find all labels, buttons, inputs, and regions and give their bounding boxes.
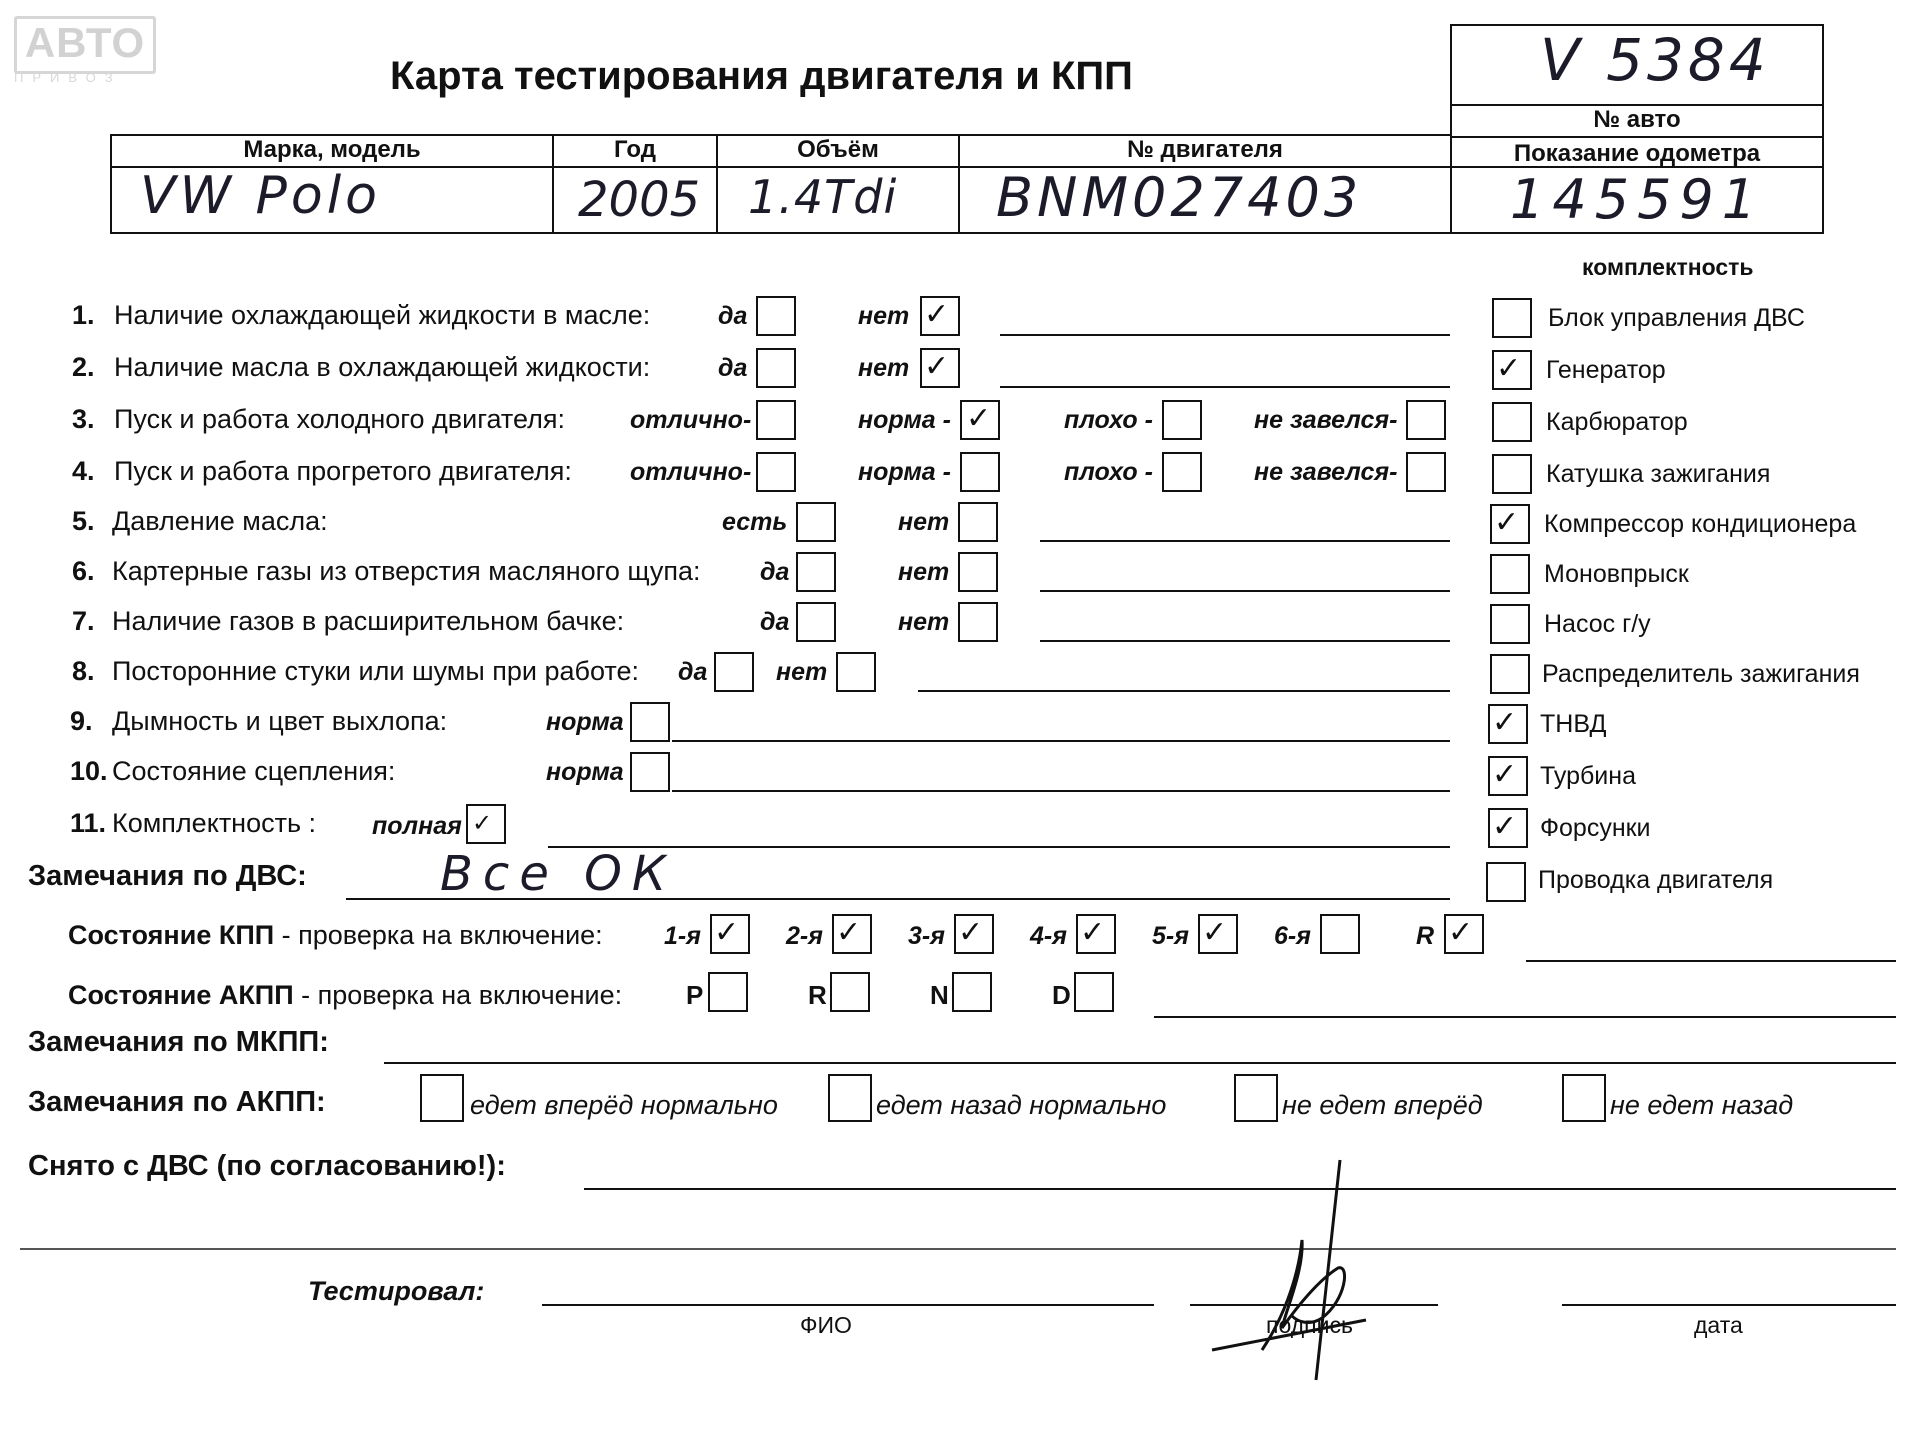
q6-yes-checkbox[interactable] (796, 552, 836, 592)
date-line (1562, 1304, 1896, 1306)
q3-text: Пуск и работа холодного двигателя: (114, 404, 565, 434)
q1-opt-no: нет (858, 302, 910, 330)
akpp-note-line (1154, 1016, 1896, 1018)
akpp-backward-ok-checkbox[interactable] (828, 1074, 872, 1122)
q5-yes-checkbox[interactable] (796, 502, 836, 542)
q9-normal-checkbox[interactable] (630, 702, 670, 742)
akpp-p-checkbox[interactable] (708, 972, 748, 1012)
kompl-title: комплектность (1582, 254, 1754, 280)
kpp-gear-4-label: 4-я (1030, 922, 1067, 950)
q2-note-line (1000, 386, 1450, 388)
tested-label: Тестировал: (308, 1276, 485, 1306)
signature-scribble (1190, 1150, 1400, 1390)
kompl-monoinjection-label: Моновпрыск (1544, 560, 1689, 588)
removed-line-2 (20, 1248, 1896, 1250)
q2-opt-yes: да (718, 354, 748, 382)
kompl-ecu-label: Блок управления ДВС (1548, 304, 1805, 332)
kompl-generator-label: Генератор (1546, 356, 1666, 384)
engine-label: № двигателя (1127, 136, 1283, 163)
signature-caption: подпись (1266, 1312, 1353, 1338)
odometer-value: 145591 (1510, 168, 1765, 231)
q11-note-line (548, 846, 1450, 848)
volume-label: Объём (797, 136, 879, 163)
akpp-no-backward-checkbox[interactable] (1562, 1074, 1606, 1122)
kompl-coil-label: Катушка зажигания (1546, 460, 1771, 488)
kompl-carburetor-label: Карбюратор (1546, 408, 1688, 436)
q1-no-check: ✓ (924, 297, 950, 332)
q6-no-checkbox[interactable] (958, 552, 998, 592)
q6-text: Картерные газы из отверстия масляного щупа: (112, 556, 701, 586)
q6-opt-yes: да (760, 558, 790, 586)
kpp-label-rest: - проверка на включение: (274, 920, 603, 950)
q3-opt-normal: норма - (858, 406, 951, 434)
q8-note-line (918, 690, 1450, 692)
q2-opt-no: нет (858, 354, 910, 382)
remarks-akpp-label: Замечания по АКПП: (28, 1086, 326, 1118)
kompl-ps-pump-checkbox[interactable] (1490, 604, 1530, 644)
kpp-gear-1-label: 1-я (664, 922, 701, 950)
remarks-mkpp-line (384, 1062, 1896, 1064)
q11-num: 11. (70, 808, 107, 838)
fio-caption: ФИО (800, 1312, 852, 1338)
q7-num: 7. (72, 606, 95, 636)
kompl-turbo-check: ✓ (1492, 757, 1518, 792)
q4-opt-nostart: не завелся- (1254, 458, 1398, 486)
q1-text: Наличие охлаждающей жидкости в масле: (114, 300, 651, 330)
akpp-r-label: R (808, 980, 827, 1010)
q8-no-checkbox[interactable] (836, 652, 876, 692)
q5-opt-no: нет (898, 508, 950, 536)
q11-opt-full: полная (372, 812, 462, 840)
q7-yes-checkbox[interactable] (796, 602, 836, 642)
q7-opt-no: нет (898, 608, 950, 636)
q2-no-check: ✓ (924, 349, 950, 384)
kompl-turbo-label: Турбина (1540, 762, 1636, 790)
kpp-gear-r-check: ✓ (1448, 915, 1474, 950)
akpp-no-forward-checkbox[interactable] (1234, 1074, 1278, 1122)
akpp-label-rest: - проверка на включение: (293, 980, 623, 1010)
q10-opt-normal: норма (546, 758, 624, 786)
q4-num: 4. (72, 456, 95, 486)
q3-bad-checkbox[interactable] (1162, 400, 1202, 440)
car-number-label: № авто (1593, 106, 1681, 133)
q5-note-line (1040, 540, 1450, 542)
removed-label (28, 1150, 506, 1183)
kompl-coil-checkbox[interactable] (1492, 454, 1532, 494)
kompl-ac-compressor-check: ✓ (1494, 505, 1520, 540)
q3-excellent-checkbox[interactable] (756, 400, 796, 440)
q6-note-line (1040, 590, 1450, 592)
akpp-label (68, 980, 622, 1011)
q10-note-line (672, 790, 1450, 792)
q4-opt-normal: норма - (858, 458, 951, 486)
kpp-gear-6-label: 6-я (1274, 922, 1311, 950)
removed-label-text: Снято с ДВС (по согласованию!): (28, 1150, 506, 1182)
kompl-distributor-checkbox[interactable] (1490, 654, 1530, 694)
kompl-wiring-checkbox[interactable] (1486, 862, 1526, 902)
q6-opt-no: нет (898, 558, 950, 586)
akpp-d-label: D (1052, 980, 1071, 1010)
kompl-monoinjection-checkbox[interactable] (1490, 554, 1530, 594)
q1-yes-checkbox[interactable] (756, 296, 796, 336)
q11-full-check: ✓ (472, 809, 493, 837)
kompl-injection-pump-label: ТНВД (1540, 710, 1607, 738)
kpp-gear-5-check: ✓ (1202, 915, 1228, 950)
kpp-gear-4-check: ✓ (1080, 915, 1106, 950)
akpp-no-backward-label: не едет назад (1610, 1090, 1794, 1120)
q7-opt-yes: да (760, 608, 790, 636)
kpp-label (68, 920, 603, 951)
q2-yes-checkbox[interactable] (756, 348, 796, 388)
q5-num: 5. (72, 506, 95, 536)
kompl-distributor-label: Распределитель зажигания (1542, 660, 1860, 688)
kompl-injectors-check: ✓ (1492, 809, 1518, 844)
engine-value: BNM027403 (996, 166, 1363, 229)
q11-text: Комплектность : (112, 808, 317, 838)
kompl-generator-check: ✓ (1496, 351, 1522, 386)
q3-nostart-checkbox[interactable] (1406, 400, 1446, 440)
akpp-label-bold: Состояние АКПП (68, 980, 294, 1010)
kpp-note-line (1526, 960, 1896, 962)
kpp-gear-5-label: 5-я (1152, 922, 1189, 950)
kpp-gear-2-label: 2-я (786, 922, 823, 950)
q4-excellent-checkbox[interactable] (756, 452, 796, 492)
akpp-forward-ok-checkbox[interactable] (420, 1074, 464, 1122)
q3-opt-bad: плохо - (1064, 406, 1153, 434)
q7-no-checkbox[interactable] (958, 602, 998, 642)
kpp-gear-r-label: R (1416, 922, 1435, 950)
q7-note-line (1040, 640, 1450, 642)
logo-subtitle: ПРИВОЗ (14, 70, 122, 85)
q5-no-checkbox[interactable] (958, 502, 998, 542)
car-number-value: V 5384 (1540, 26, 1770, 94)
volume-value: 1.4Tdi (748, 170, 898, 224)
page-title: Карта тестирования двигателя и КПП (390, 54, 1133, 98)
year-label: Год (614, 136, 656, 163)
akpp-backward-ok-label: едет назад нормально (876, 1090, 1167, 1120)
q7-text: Наличие газов в расширительном бачке: (112, 606, 625, 636)
q4-text: Пуск и работа прогретого двигателя: (114, 456, 572, 486)
kompl-carburetor-checkbox[interactable] (1492, 402, 1532, 442)
q2-text: Наличие масла в охлаждающей жидкости: (114, 352, 651, 382)
kompl-ps-pump-label: Насос г/у (1544, 610, 1651, 638)
remarks-mkpp-label: Замечания по МКПП: (28, 1026, 329, 1058)
akpp-forward-ok-label: едет вперёд нормально (470, 1090, 778, 1120)
q4-bad-checkbox[interactable] (1162, 452, 1202, 492)
odometer-label: Показание одометра (1513, 140, 1761, 167)
q4-opt-excellent: отлично- (630, 458, 752, 486)
q10-text: Состояние сцепления: (112, 756, 396, 786)
q5-text: Давление масла: (112, 506, 328, 536)
q10-num: 10. (70, 756, 108, 786)
akpp-r-checkbox[interactable] (830, 972, 870, 1012)
akpp-d-checkbox[interactable] (1074, 972, 1114, 1012)
kompl-injectors-label: Форсунки (1540, 814, 1651, 842)
q4-opt-bad: плохо - (1064, 458, 1153, 486)
q3-opt-excellent: отлично- (630, 406, 752, 434)
q2-num: 2. (72, 352, 95, 382)
kompl-ac-compressor-label: Компрессор кондиционера (1544, 510, 1857, 538)
q9-num: 9. (70, 706, 93, 736)
fio-line (542, 1304, 1154, 1306)
q9-text: Дымность и цвет выхлопа: (112, 706, 448, 736)
q8-num: 8. (72, 656, 95, 686)
q8-opt-no: нет (776, 658, 828, 686)
q6-num: 6. (72, 556, 95, 586)
akpp-no-forward-label: не едет вперёд (1282, 1090, 1483, 1120)
q9-opt-normal: норма (546, 708, 624, 736)
kpp-gear-3-label: 3-я (908, 922, 945, 950)
kpp-gear-2-check: ✓ (836, 915, 862, 950)
akpp-n-label: N (930, 980, 949, 1010)
kpp-gear-6-checkbox[interactable] (1320, 914, 1360, 954)
q3-normal-check: ✓ (966, 401, 992, 436)
q8-opt-yes: да (678, 658, 708, 686)
kompl-ecu-checkbox[interactable] (1492, 298, 1532, 338)
kpp-gear-1-check: ✓ (714, 915, 740, 950)
kpp-gear-3-check: ✓ (958, 915, 984, 950)
q8-text: Посторонние стуки или шумы при работе: (112, 656, 639, 686)
date-caption: дата (1694, 1312, 1743, 1338)
q1-note-line (1000, 334, 1450, 336)
q9-note-line (672, 740, 1450, 742)
akpp-p-label: P (686, 980, 704, 1010)
kompl-wiring-label: Проводка двигателя (1538, 866, 1774, 894)
kompl-injection-pump-check: ✓ (1492, 705, 1518, 740)
logo: АВТО (14, 16, 156, 74)
q1-opt-yes: да (718, 302, 748, 330)
year-value: 2005 (578, 172, 701, 228)
make-label: Марка, модель (243, 136, 421, 163)
q1-num: 1. (72, 300, 95, 330)
q8-yes-checkbox[interactable] (714, 652, 754, 692)
akpp-n-checkbox[interactable] (952, 972, 992, 1012)
remarks-dvs-label: Замечания по ДВС: (28, 860, 307, 892)
make-value: VW Polo (140, 166, 381, 226)
q3-num: 3. (72, 404, 95, 434)
remarks-dvs-value: Все ОК (440, 846, 676, 902)
kpp-label-bold: Состояние КПП (68, 920, 275, 950)
q4-nostart-checkbox[interactable] (1406, 452, 1446, 492)
q3-opt-nostart: не завелся- (1254, 406, 1398, 434)
q10-normal-checkbox[interactable] (630, 752, 670, 792)
q5-opt-yes: есть (722, 508, 788, 536)
q4-normal-checkbox[interactable] (960, 452, 1000, 492)
